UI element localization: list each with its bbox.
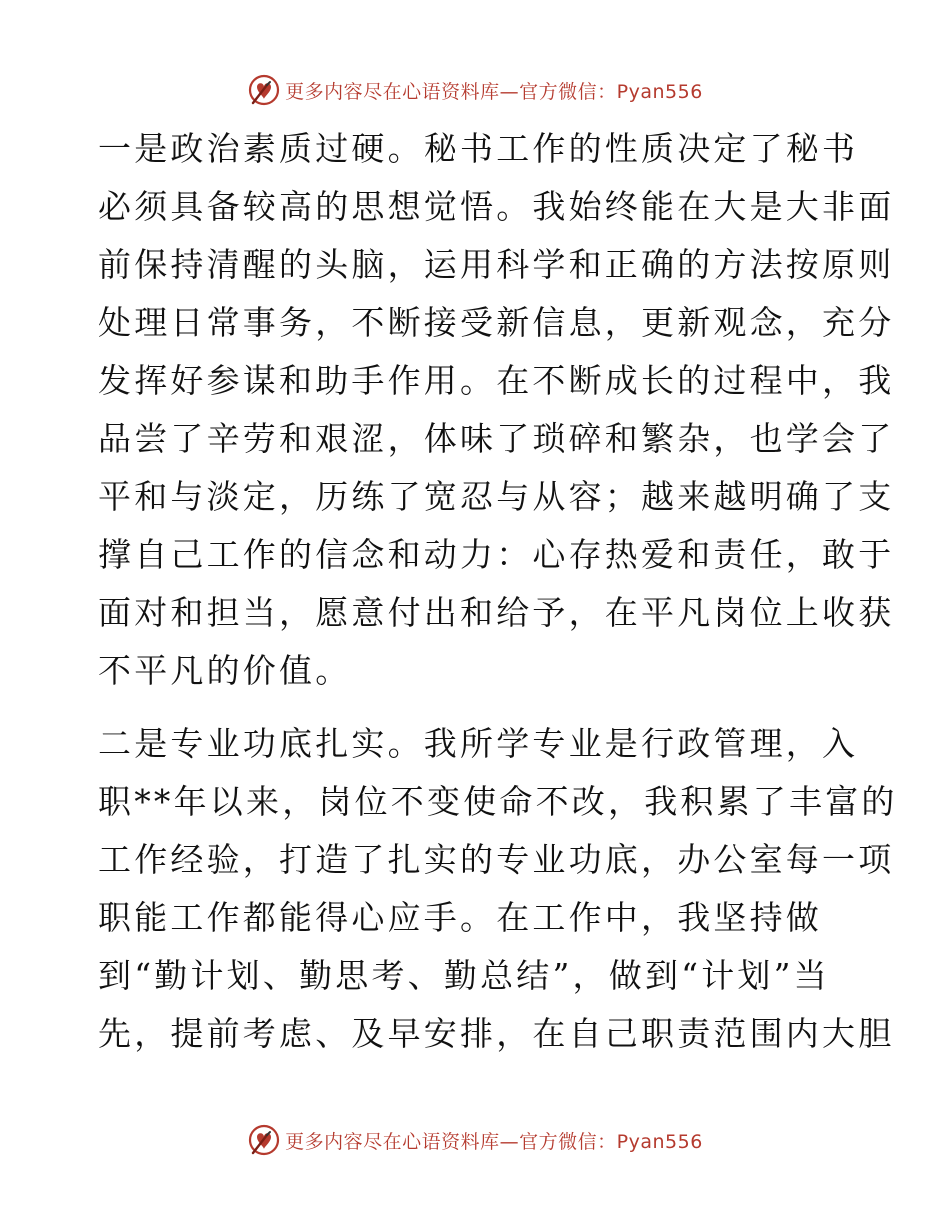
- text-line: 必须具备较高的思想觉悟。我始终能在大是大非面: [98, 187, 895, 226]
- text-line: 不平凡的价值。: [98, 651, 352, 690]
- text-line: 二是专业功底扎实。我所学专业是行政管理，入: [98, 724, 859, 763]
- text-line: 面对和担当，愿意付出和给予，在平凡岗位上收获: [98, 593, 895, 632]
- text-line: 工作经验，打造了扎实的专业功底，办公室每一项: [98, 840, 895, 879]
- footer-banner: [0, 1120, 950, 1160]
- paragraph-spacer: [98, 700, 858, 715]
- document-body: [98, 120, 898, 1063]
- text-line: 平和与淡定，历练了宽忍与从容；越来越明确了支: [98, 477, 895, 516]
- paragraph-2: [98, 715, 898, 1063]
- text-line: 品尝了辛劳和艰涩，体味了琐碎和繁杂，也学会了: [98, 419, 895, 458]
- header-banner: [0, 70, 950, 110]
- text-line: 发挥好参谋和助手作用。在不断成长的过程中，我: [98, 361, 895, 400]
- heart-pen-icon: [247, 1123, 281, 1157]
- header-banner-text: 更多内容尽在心语资料库—官方微信：Pyan556: [285, 80, 703, 103]
- heart-pen-icon: [247, 73, 281, 107]
- text-line: 职**年以来，岗位不变使命不改，我积累了丰富的: [98, 782, 898, 821]
- text-line: 到“勤计划、勤思考、勤总结”，做到“计划”当: [98, 956, 830, 995]
- text-line: 一是政治素质过硬。秘书工作的性质决定了秘书: [98, 129, 859, 168]
- footer-banner-text: 更多内容尽在心语资料库—官方微信：Pyan556: [285, 1130, 703, 1153]
- text-line: 处理日常事务，不断接受新信息，更新观念，充分: [98, 303, 895, 342]
- text-line: 先，提前考虑、及早安排，在自己职责范围内大胆: [98, 1014, 895, 1053]
- paragraph-1: [98, 120, 895, 700]
- text-line: 前保持清醒的头脑，运用科学和正确的方法按原则: [98, 245, 895, 284]
- text-line: 职能工作都能得心应手。在工作中，我坚持做: [98, 898, 822, 937]
- text-line: 撑自己工作的信念和动力：心存热爱和责任，敢于: [98, 535, 895, 574]
